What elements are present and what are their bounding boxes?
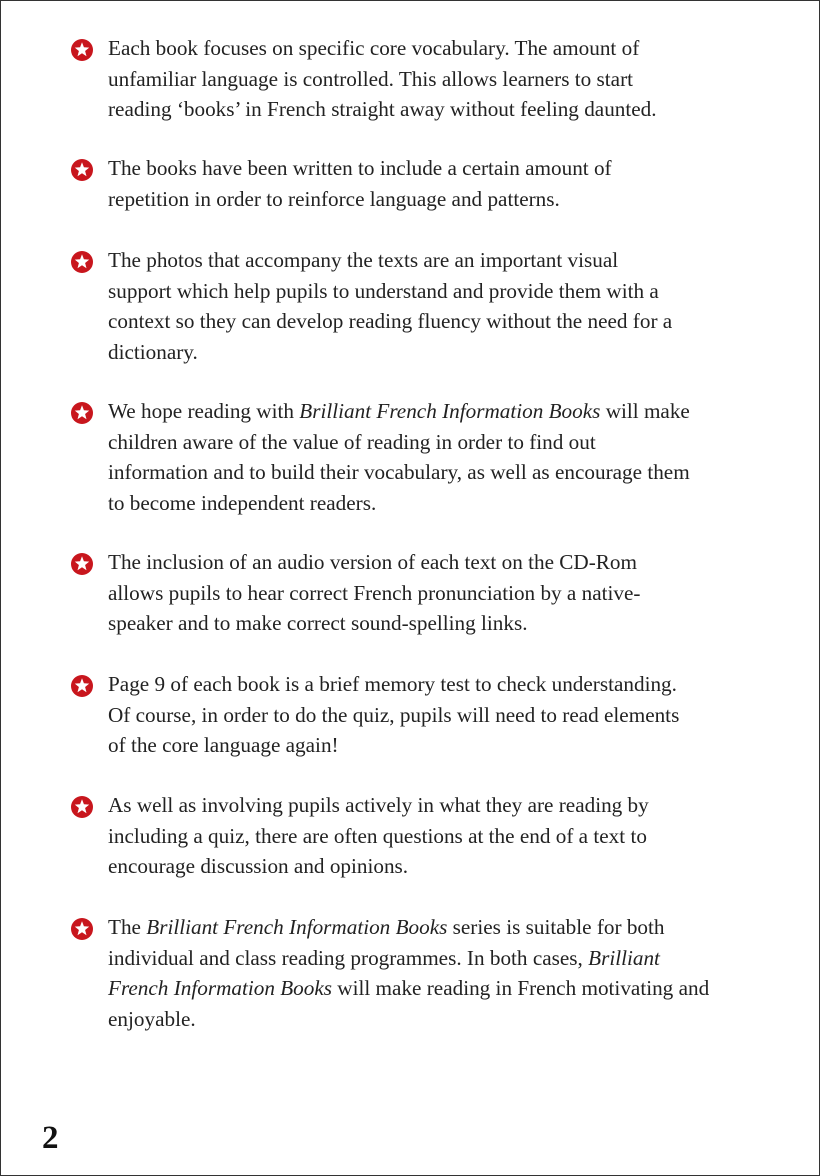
text-line: The inclusion of an audio version of each text on the CD-Rom [108, 550, 637, 574]
red-star-circle-icon [70, 552, 94, 576]
text-line: As well as involving pupils actively in what they are reading by [108, 793, 649, 817]
bullet-text [108, 547, 798, 639]
text-segment: individual and class reading programmes. In both cases, [108, 945, 589, 970]
red-star-circle-icon [70, 250, 94, 274]
text-line: allows pupils to hear correct French pronunciation by a native- [108, 580, 641, 605]
red-star-circle-icon [70, 38, 94, 62]
text-segment: will make reading in French motivating and [332, 976, 710, 1001]
text-line: children aware of the value of reading in order to find out [108, 429, 596, 454]
red-star-circle-icon [70, 674, 94, 698]
text-line: Each book focuses on specific core vocabulary. The amount of [108, 36, 640, 60]
bullet-text [108, 33, 798, 125]
text-line: unfamiliar language is controlled. This allows learners to start [108, 66, 634, 91]
text-line: speaker and to make correct sound-spelling links. [108, 611, 528, 636]
book-series-title: French Information Books [108, 976, 332, 1001]
text-line: to become independent readers. [108, 491, 377, 516]
bullet-text [108, 396, 798, 519]
bullet-text [108, 912, 798, 1035]
text-segment: series is suitable for both [447, 915, 665, 939]
bullet-text [108, 790, 798, 882]
text-line [108, 943, 798, 974]
book-series-title: Brilliant [588, 945, 660, 970]
text-line: context so they can develop reading fluency without the need for a [108, 309, 673, 334]
text-line [108, 396, 798, 427]
text-line: Page 9 of each book is a brief memory test to check understanding. [108, 672, 677, 696]
text-line: reading ‘books’ in French straight away without feeling daunted. [108, 97, 657, 122]
text-line: information and to build their vocabulary, as well as encourage them [108, 460, 690, 485]
text-segment: will make [600, 399, 690, 423]
red-star-circle-icon [70, 401, 94, 425]
text-line: Of course, in order to do the quiz, pupils will need to read elements [108, 702, 680, 727]
text-line [108, 973, 798, 1004]
text-line: The books have been written to include a certain amount of [108, 156, 612, 180]
text-line [108, 912, 798, 943]
text-segment: We hope reading with [108, 399, 300, 423]
bullet-text [108, 153, 798, 214]
text-line: repetition in order to reinforce language and patterns. [108, 186, 560, 211]
text-line: encourage discussion and opinions. [108, 854, 409, 879]
text-line: including a quiz, there are often questions at the end of a text to [108, 823, 647, 848]
red-star-circle-icon [70, 917, 94, 941]
red-star-circle-icon [70, 795, 94, 819]
text-line: The photos that accompany the texts are an important visual [108, 248, 619, 272]
text-line: enjoyable. [108, 1007, 196, 1032]
text-segment: The [108, 915, 147, 939]
red-star-circle-icon [70, 158, 94, 182]
book-series-title: Brilliant French Information Books [146, 915, 448, 939]
text-line: of the core language again! [108, 733, 339, 758]
bullet-text [108, 669, 798, 761]
book-series-title: Brilliant French Information Books [299, 399, 601, 423]
bullet-text [108, 245, 798, 368]
page-number: 2 [42, 1120, 59, 1156]
text-line: support which help pupils to understand and provide them with a [108, 278, 659, 303]
text-line: dictionary. [108, 340, 198, 365]
